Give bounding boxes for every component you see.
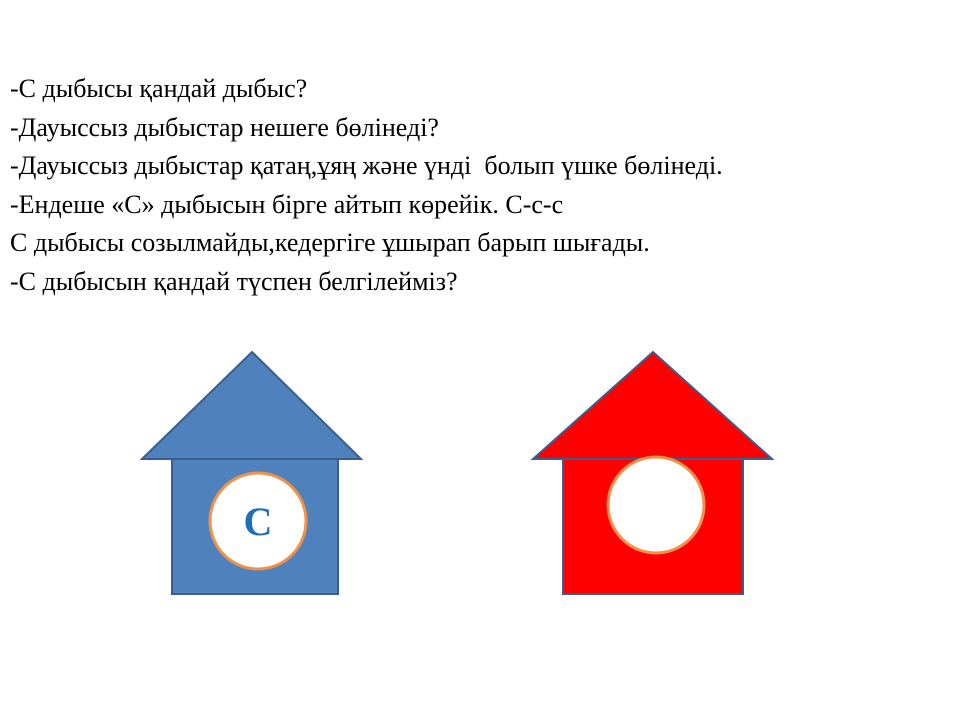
blue-house	[142, 352, 361, 594]
question-line-1: -С дыбысы қандай дыбыс?	[10, 74, 308, 103]
question-line-2: -Дауыссыз дыбыстар нешеге бөлінеді?	[10, 112, 439, 142]
red-house-roof	[533, 352, 772, 459]
question-line-6: -С дыбысын қандай түспен белгілейміз?	[10, 266, 458, 296]
blue-house-letter: С	[243, 499, 273, 544]
red-house	[533, 352, 772, 594]
blue-house-roof	[142, 352, 361, 459]
explanation-line-5: С дыбысы созылмайды,кедергіге ұшырап барып шығады.	[10, 228, 650, 257]
answer-line-3: -Дауыссыз дыбыстар қатаң,ұяң және үнді болып үшке бөлінеді.	[10, 151, 723, 180]
instruction-line-4: -Ендеше «С» дыбысын бірге айтып көрейік. С-с-с	[10, 189, 564, 219]
red-house-window	[608, 457, 704, 553]
